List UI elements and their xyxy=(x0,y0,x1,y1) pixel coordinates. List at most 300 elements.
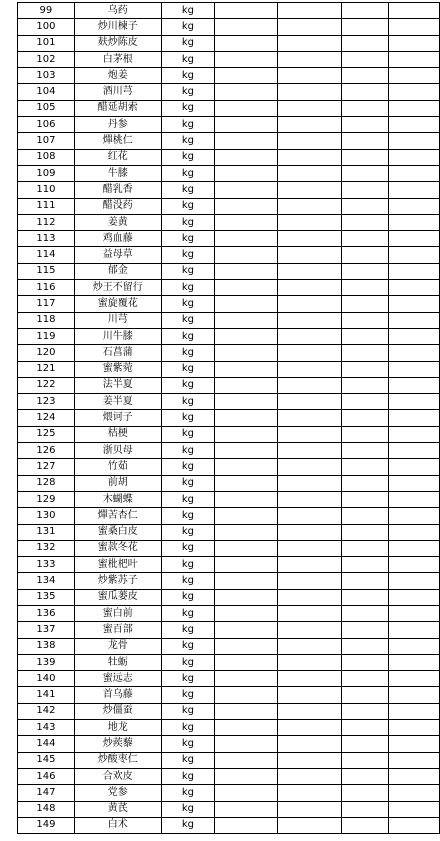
unit-cell: kg xyxy=(161,35,214,51)
empty-cell xyxy=(341,638,388,654)
table-row xyxy=(18,68,440,84)
empty-cell xyxy=(215,736,278,752)
empty-cell xyxy=(215,540,278,556)
medicine-name-cell: 酒川芎 xyxy=(74,84,161,100)
unit-cell: kg xyxy=(161,133,214,149)
row-number-cell: 101 xyxy=(18,35,75,51)
empty-cell xyxy=(215,133,278,149)
empty-cell xyxy=(389,231,440,247)
empty-cell xyxy=(215,117,278,133)
unit-cell: kg xyxy=(161,638,214,654)
unit-cell: kg xyxy=(161,312,214,328)
empty-cell xyxy=(341,214,388,230)
empty-cell xyxy=(389,768,440,784)
row-number-cell: 136 xyxy=(18,605,75,621)
row-number-cell: 126 xyxy=(18,443,75,459)
empty-cell xyxy=(278,51,341,67)
unit-cell: kg xyxy=(161,165,214,181)
medicine-name-cell: 蜜旋覆花 xyxy=(74,296,161,312)
empty-cell xyxy=(215,149,278,165)
empty-cell xyxy=(341,589,388,605)
empty-cell xyxy=(278,752,341,768)
empty-cell xyxy=(278,736,341,752)
row-number-cell: 124 xyxy=(18,410,75,426)
unit-cell: kg xyxy=(161,801,214,817)
empty-cell xyxy=(389,443,440,459)
empty-cell xyxy=(215,3,278,19)
medicine-name-cell: 炒川楝子 xyxy=(74,19,161,35)
row-number-cell: 117 xyxy=(18,296,75,312)
medicine-name-cell: 炒王不留行 xyxy=(74,280,161,296)
empty-cell xyxy=(278,540,341,556)
unit-cell: kg xyxy=(161,149,214,165)
empty-cell xyxy=(341,19,388,35)
row-number-cell: 135 xyxy=(18,589,75,605)
unit-cell: kg xyxy=(161,671,214,687)
empty-cell xyxy=(278,35,341,51)
unit-cell: kg xyxy=(161,768,214,784)
table-row xyxy=(18,817,440,833)
empty-cell xyxy=(341,817,388,833)
empty-cell xyxy=(389,410,440,426)
row-number-cell: 122 xyxy=(18,377,75,393)
table-row xyxy=(18,19,440,35)
empty-cell xyxy=(215,182,278,198)
empty-cell xyxy=(341,475,388,491)
medicine-name-cell: 炒僵蚕 xyxy=(74,703,161,719)
table-row xyxy=(18,231,440,247)
empty-cell xyxy=(389,3,440,19)
empty-cell xyxy=(278,720,341,736)
medicine-name-cell: 蜜桑白皮 xyxy=(74,524,161,540)
empty-cell xyxy=(389,19,440,35)
medicine-name-cell: 蜜远志 xyxy=(74,671,161,687)
empty-cell xyxy=(215,817,278,833)
table-row xyxy=(18,654,440,670)
empty-cell xyxy=(215,19,278,35)
row-number-cell: 142 xyxy=(18,703,75,719)
empty-cell xyxy=(278,475,341,491)
empty-cell xyxy=(278,508,341,524)
table-row xyxy=(18,394,440,410)
empty-cell xyxy=(215,622,278,638)
table-row xyxy=(18,182,440,198)
unit-cell: kg xyxy=(161,720,214,736)
medicine-name-cell: 白术 xyxy=(74,817,161,833)
empty-cell xyxy=(215,557,278,573)
unit-cell: kg xyxy=(161,540,214,556)
empty-cell xyxy=(278,263,341,279)
empty-cell xyxy=(389,557,440,573)
empty-cell xyxy=(341,345,388,361)
empty-cell xyxy=(389,703,440,719)
empty-cell xyxy=(341,426,388,442)
unit-cell: kg xyxy=(161,182,214,198)
empty-cell xyxy=(215,752,278,768)
empty-cell xyxy=(278,801,341,817)
row-number-cell: 149 xyxy=(18,817,75,833)
empty-cell xyxy=(341,654,388,670)
empty-cell xyxy=(215,35,278,51)
empty-cell xyxy=(278,410,341,426)
empty-cell xyxy=(389,687,440,703)
row-number-cell: 130 xyxy=(18,508,75,524)
unit-cell: kg xyxy=(161,377,214,393)
empty-cell xyxy=(389,720,440,736)
row-number-cell: 123 xyxy=(18,394,75,410)
empty-cell xyxy=(341,540,388,556)
empty-cell xyxy=(389,361,440,377)
empty-cell xyxy=(341,51,388,67)
empty-cell xyxy=(389,817,440,833)
row-number-cell: 112 xyxy=(18,214,75,230)
empty-cell xyxy=(278,443,341,459)
table-row xyxy=(18,491,440,507)
medicine-name-cell: 川牛膝 xyxy=(74,328,161,344)
medicine-name-cell: 益母草 xyxy=(74,247,161,263)
row-number-cell: 147 xyxy=(18,785,75,801)
empty-cell xyxy=(341,605,388,621)
unit-cell: kg xyxy=(161,817,214,833)
row-number-cell: 138 xyxy=(18,638,75,654)
empty-cell xyxy=(215,801,278,817)
empty-cell xyxy=(215,589,278,605)
empty-cell xyxy=(389,182,440,198)
empty-cell xyxy=(215,605,278,621)
empty-cell xyxy=(215,312,278,328)
table-row xyxy=(18,149,440,165)
unit-cell: kg xyxy=(161,263,214,279)
empty-cell xyxy=(389,491,440,507)
table-row xyxy=(18,133,440,149)
unit-cell: kg xyxy=(161,589,214,605)
empty-cell xyxy=(389,540,440,556)
table-row xyxy=(18,214,440,230)
unit-cell: kg xyxy=(161,3,214,19)
unit-cell: kg xyxy=(161,785,214,801)
unit-cell: kg xyxy=(161,491,214,507)
empty-cell xyxy=(389,263,440,279)
empty-cell xyxy=(215,51,278,67)
empty-cell xyxy=(341,557,388,573)
medicine-name-cell: 石菖蒲 xyxy=(74,345,161,361)
empty-cell xyxy=(389,35,440,51)
empty-cell xyxy=(215,247,278,263)
empty-cell xyxy=(389,638,440,654)
table-row xyxy=(18,557,440,573)
table-row xyxy=(18,801,440,817)
empty-cell xyxy=(341,671,388,687)
empty-cell xyxy=(389,736,440,752)
empty-cell xyxy=(215,100,278,116)
unit-cell: kg xyxy=(161,394,214,410)
empty-cell xyxy=(215,165,278,181)
medicine-name-cell: 麸炒陈皮 xyxy=(74,35,161,51)
empty-cell xyxy=(341,508,388,524)
medicine-name-cell: 首乌藤 xyxy=(74,687,161,703)
empty-cell xyxy=(215,280,278,296)
medicine-name-cell: 乌药 xyxy=(74,3,161,19)
empty-cell xyxy=(215,687,278,703)
row-number-cell: 143 xyxy=(18,720,75,736)
row-number-cell: 137 xyxy=(18,622,75,638)
medicine-name-cell: 浙贝母 xyxy=(74,443,161,459)
empty-cell xyxy=(389,247,440,263)
empty-cell xyxy=(341,377,388,393)
empty-cell xyxy=(389,671,440,687)
empty-cell xyxy=(278,328,341,344)
empty-cell xyxy=(341,68,388,84)
row-number-cell: 119 xyxy=(18,328,75,344)
empty-cell xyxy=(278,182,341,198)
unit-cell: kg xyxy=(161,736,214,752)
medicine-name-cell: 蜜瓜蒌皮 xyxy=(74,589,161,605)
unit-cell: kg xyxy=(161,443,214,459)
empty-cell xyxy=(215,443,278,459)
table-row xyxy=(18,117,440,133)
empty-cell xyxy=(215,720,278,736)
table-row xyxy=(18,328,440,344)
row-number-cell: 99 xyxy=(18,3,75,19)
empty-cell xyxy=(341,768,388,784)
empty-cell xyxy=(341,84,388,100)
empty-cell xyxy=(389,68,440,84)
row-number-cell: 113 xyxy=(18,231,75,247)
table-row xyxy=(18,785,440,801)
table-row xyxy=(18,475,440,491)
empty-cell xyxy=(215,394,278,410)
medicine-name-cell: 法半夏 xyxy=(74,377,161,393)
row-number-cell: 129 xyxy=(18,491,75,507)
table-row xyxy=(18,508,440,524)
table-row xyxy=(18,312,440,328)
empty-cell xyxy=(278,165,341,181)
unit-cell: kg xyxy=(161,752,214,768)
empty-cell xyxy=(215,475,278,491)
medicine-name-cell: 鸡血藤 xyxy=(74,231,161,247)
row-number-cell: 106 xyxy=(18,117,75,133)
table-row xyxy=(18,573,440,589)
empty-cell xyxy=(341,198,388,214)
row-number-cell: 146 xyxy=(18,768,75,784)
row-number-cell: 108 xyxy=(18,149,75,165)
empty-cell xyxy=(278,557,341,573)
empty-cell xyxy=(215,768,278,784)
table-row xyxy=(18,768,440,784)
empty-cell xyxy=(278,231,341,247)
empty-cell xyxy=(389,475,440,491)
row-number-cell: 148 xyxy=(18,801,75,817)
row-number-cell: 102 xyxy=(18,51,75,67)
table-row xyxy=(18,443,440,459)
empty-cell xyxy=(341,524,388,540)
unit-cell: kg xyxy=(161,573,214,589)
empty-cell xyxy=(341,182,388,198)
empty-cell xyxy=(389,524,440,540)
empty-cell xyxy=(278,214,341,230)
medicine-name-cell: 郁金 xyxy=(74,263,161,279)
row-number-cell: 132 xyxy=(18,540,75,556)
unit-cell: kg xyxy=(161,622,214,638)
medicine-name-cell: 蜜款冬花 xyxy=(74,540,161,556)
empty-cell xyxy=(341,328,388,344)
empty-cell xyxy=(278,589,341,605)
table-row xyxy=(18,671,440,687)
row-number-cell: 110 xyxy=(18,182,75,198)
medicine-name-cell: 桔梗 xyxy=(74,426,161,442)
medicine-name-cell: 前胡 xyxy=(74,475,161,491)
unit-cell: kg xyxy=(161,214,214,230)
empty-cell xyxy=(278,459,341,475)
empty-cell xyxy=(341,410,388,426)
unit-cell: kg xyxy=(161,231,214,247)
row-number-cell: 103 xyxy=(18,68,75,84)
empty-cell xyxy=(341,687,388,703)
empty-cell xyxy=(341,785,388,801)
empty-cell xyxy=(215,328,278,344)
unit-cell: kg xyxy=(161,84,214,100)
empty-cell xyxy=(278,3,341,19)
empty-cell xyxy=(278,394,341,410)
empty-cell xyxy=(278,377,341,393)
medicine-name-cell: 蜜白前 xyxy=(74,605,161,621)
row-number-cell: 133 xyxy=(18,557,75,573)
table-row xyxy=(18,605,440,621)
medicine-name-cell: 炮姜 xyxy=(74,68,161,84)
empty-cell xyxy=(389,100,440,116)
empty-cell xyxy=(341,3,388,19)
empty-cell xyxy=(341,133,388,149)
row-number-cell: 145 xyxy=(18,752,75,768)
empty-cell xyxy=(389,801,440,817)
empty-cell xyxy=(215,654,278,670)
row-number-cell: 127 xyxy=(18,459,75,475)
empty-cell xyxy=(341,263,388,279)
empty-cell xyxy=(389,459,440,475)
medicine-name-cell: 醋乳香 xyxy=(74,182,161,198)
medicine-name-cell: 蜜枇杷叶 xyxy=(74,557,161,573)
medicine-name-cell: 黄芪 xyxy=(74,801,161,817)
empty-cell xyxy=(278,426,341,442)
unit-cell: kg xyxy=(161,198,214,214)
table-row xyxy=(18,589,440,605)
empty-cell xyxy=(215,296,278,312)
row-number-cell: 144 xyxy=(18,736,75,752)
medicine-name-cell: 牛膝 xyxy=(74,165,161,181)
empty-cell xyxy=(278,312,341,328)
unit-cell: kg xyxy=(161,475,214,491)
table-row xyxy=(18,638,440,654)
empty-cell xyxy=(389,573,440,589)
empty-cell xyxy=(278,605,341,621)
empty-cell xyxy=(215,459,278,475)
row-number-cell: 139 xyxy=(18,654,75,670)
empty-cell xyxy=(389,785,440,801)
row-number-cell: 115 xyxy=(18,263,75,279)
medicine-name-cell: 龙骨 xyxy=(74,638,161,654)
unit-cell: kg xyxy=(161,280,214,296)
unit-cell: kg xyxy=(161,68,214,84)
empty-cell xyxy=(278,149,341,165)
table-row xyxy=(18,296,440,312)
empty-cell xyxy=(389,508,440,524)
empty-cell xyxy=(278,345,341,361)
empty-cell xyxy=(278,671,341,687)
table-row xyxy=(18,622,440,638)
empty-cell xyxy=(278,117,341,133)
medicine-name-cell: 姜黄 xyxy=(74,214,161,230)
table-row xyxy=(18,247,440,263)
unit-cell: kg xyxy=(161,410,214,426)
table-row xyxy=(18,361,440,377)
medicine-name-cell: 燀桃仁 xyxy=(74,133,161,149)
empty-cell xyxy=(278,785,341,801)
unit-cell: kg xyxy=(161,296,214,312)
unit-cell: kg xyxy=(161,524,214,540)
empty-cell xyxy=(341,247,388,263)
row-number-cell: 140 xyxy=(18,671,75,687)
empty-cell xyxy=(389,51,440,67)
empty-cell xyxy=(215,638,278,654)
empty-cell xyxy=(341,736,388,752)
empty-cell xyxy=(278,687,341,703)
empty-cell xyxy=(278,19,341,35)
empty-cell xyxy=(389,394,440,410)
empty-cell xyxy=(215,214,278,230)
empty-cell xyxy=(341,280,388,296)
empty-cell xyxy=(389,345,440,361)
empty-cell xyxy=(389,133,440,149)
empty-cell xyxy=(341,231,388,247)
medicine-name-cell: 炒蒺藜 xyxy=(74,736,161,752)
empty-cell xyxy=(389,426,440,442)
table-row xyxy=(18,377,440,393)
empty-cell xyxy=(278,198,341,214)
row-number-cell: 104 xyxy=(18,84,75,100)
empty-cell xyxy=(341,459,388,475)
row-number-cell: 107 xyxy=(18,133,75,149)
table-row xyxy=(18,426,440,442)
empty-cell xyxy=(215,508,278,524)
empty-cell xyxy=(341,394,388,410)
unit-cell: kg xyxy=(161,459,214,475)
empty-cell xyxy=(389,198,440,214)
empty-cell xyxy=(215,671,278,687)
row-number-cell: 125 xyxy=(18,426,75,442)
medicine-name-cell: 蜜百部 xyxy=(74,622,161,638)
empty-cell xyxy=(278,68,341,84)
table-row xyxy=(18,3,440,19)
row-number-cell: 111 xyxy=(18,198,75,214)
unit-cell: kg xyxy=(161,508,214,524)
unit-cell: kg xyxy=(161,361,214,377)
table-row xyxy=(18,280,440,296)
medicine-name-cell: 炒酸枣仁 xyxy=(74,752,161,768)
medicine-table xyxy=(17,2,440,834)
table-row xyxy=(18,51,440,67)
table-row xyxy=(18,524,440,540)
empty-cell xyxy=(389,214,440,230)
medicine-name-cell: 竹茹 xyxy=(74,459,161,475)
empty-cell xyxy=(389,654,440,670)
medicine-name-cell: 川芎 xyxy=(74,312,161,328)
row-number-cell: 128 xyxy=(18,475,75,491)
unit-cell: kg xyxy=(161,19,214,35)
medicine-name-cell: 炒紫苏子 xyxy=(74,573,161,589)
empty-cell xyxy=(389,149,440,165)
table-row xyxy=(18,165,440,181)
empty-cell xyxy=(278,768,341,784)
